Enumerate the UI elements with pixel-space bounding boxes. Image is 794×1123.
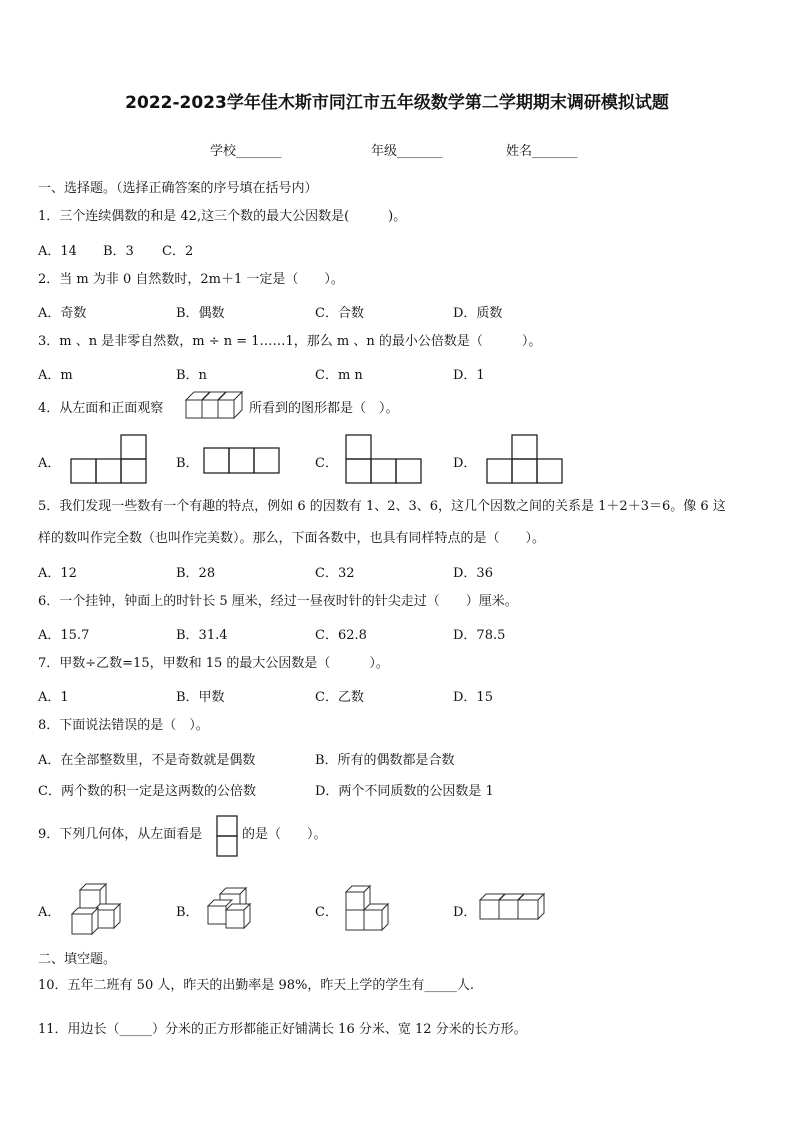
q4-option-d[interactable]: D． — [453, 456, 477, 471]
q4-cube-figure — [182, 388, 246, 422]
q2-option-c[interactable]: C．合数 — [315, 306, 364, 321]
q4-stem-start: 4．从左面和正面观察 — [38, 401, 164, 416]
q3-option-d[interactable]: D．1 — [453, 368, 485, 383]
q9-option-d-figure — [478, 892, 548, 922]
q9-option-d[interactable]: D． — [453, 905, 477, 920]
q9-stem-start: 9．下列几何体，从左面看是 — [38, 827, 203, 842]
q7-option-a[interactable]: A．1 — [38, 690, 69, 705]
q5-stem-line1: 5．我们发现一些数有一个有趣的特点，例如 6 的因数有 1、2、3、6，这几个因数之间的关系是 1＋2＋3＝6。像 6 这 — [38, 499, 726, 514]
q10-stem: 10．五年二班有 50 人，昨天的出勤率是 98%，昨天上学的学生有_____人. — [38, 978, 475, 993]
school-field: 学校_______ — [210, 144, 282, 159]
q3-stem: 3．m 、n 是非零自然数，m ÷ n = 1……1，那么 m 、n 的最小公倍数是（ ）。 — [38, 334, 542, 349]
page-title: 2022-2023学年佳木斯市同江市五年级数学第二学期期末调研模拟试题 — [125, 93, 669, 113]
q4-option-c-figure — [345, 434, 423, 484]
q2-stem: 2．当 m 为非 0 自然数时，2m＋1 一定是（ ）。 — [38, 272, 344, 287]
q3-option-c[interactable]: C．m n — [315, 368, 363, 383]
q4-option-b[interactable]: B． — [176, 456, 199, 471]
q3-option-b[interactable]: B．n — [176, 368, 207, 383]
q6-stem: 6．一个挂钟，钟面上的时针长 5 厘米，经过一昼夜时针的针尖走过（ ）厘米。 — [38, 594, 518, 609]
q7-option-c[interactable]: C．乙数 — [315, 690, 364, 705]
q5-option-a[interactable]: A．12 — [38, 566, 77, 581]
q3-option-a[interactable]: A．m — [38, 368, 73, 383]
q4-option-d-figure — [486, 434, 564, 484]
q5-option-c[interactable]: C．32 — [315, 566, 355, 581]
q4-option-a-figure — [70, 434, 150, 484]
q1-option-b[interactable]: B．3 — [103, 244, 134, 259]
q5-option-b[interactable]: B．28 — [176, 566, 216, 581]
q9-option-b[interactable]: B． — [176, 905, 199, 920]
q9-option-b-figure — [206, 888, 260, 930]
q11-stem: 11．用边长（_____）分米的正方形都能正好铺满长 16 分米、宽 12 分米的长方形。 — [38, 1022, 527, 1037]
q1-stem: 1．三个连续偶数的和是 42,这三个数的最大公因数是( )。 — [38, 209, 407, 224]
q4-option-a[interactable]: A． — [38, 456, 61, 471]
q9-left-view-figure — [216, 815, 238, 857]
q5-option-d[interactable]: D．36 — [453, 566, 493, 581]
q8-option-b[interactable]: B．所有的偶数都是合数 — [315, 753, 455, 768]
q8-option-a[interactable]: A．在全部整数里，不是奇数就是偶数 — [38, 753, 256, 768]
q1-option-c[interactable]: C．2 — [162, 244, 194, 259]
q7-option-b[interactable]: B．甲数 — [176, 690, 225, 705]
q9-stem-end: 的是（ ）。 — [242, 827, 327, 842]
q9-option-a-figure — [68, 882, 124, 936]
q4-option-b-figure — [203, 447, 281, 475]
q2-option-a[interactable]: A．奇数 — [38, 306, 87, 321]
q8-option-d[interactable]: D．两个不同质数的公因数是 1 — [315, 784, 494, 799]
q9-option-c[interactable]: C． — [315, 905, 338, 920]
q7-option-d[interactable]: D．15 — [453, 690, 493, 705]
grade-field: 年级_______ — [371, 144, 443, 159]
q8-stem: 8．下面说法错误的是（ ）。 — [38, 718, 209, 733]
section-2-heading: 二、填空题。 — [38, 952, 117, 967]
q7-stem: 7．甲数÷乙数=15，甲数和 15 的最大公因数是（ ）。 — [38, 656, 389, 671]
q8-option-c[interactable]: C．两个数的积一定是这两数的公倍数 — [38, 784, 256, 799]
q6-option-d[interactable]: D．78.5 — [453, 628, 506, 643]
q9-option-c-figure — [340, 884, 394, 936]
q1-option-a[interactable]: A．14 — [38, 244, 77, 259]
q9-option-a[interactable]: A． — [38, 905, 61, 920]
q4-option-c[interactable]: C． — [315, 456, 338, 471]
q2-option-b[interactable]: B．偶数 — [176, 306, 225, 321]
q2-option-d[interactable]: D．质数 — [453, 306, 503, 321]
q6-option-a[interactable]: A．15.7 — [38, 628, 90, 643]
q5-stem-line2: 样的数叫作完全数（也叫作完美数）。那么，下面各数中，也具有同样特点的是（ ）。 — [38, 531, 546, 546]
name-field: 姓名_______ — [506, 144, 578, 159]
q6-option-b[interactable]: B．31.4 — [176, 628, 228, 643]
section-1-heading: 一、选择题。（选择正确答案的序号填在括号内） — [38, 181, 318, 196]
q4-stem-end: 所看到的图形都是（ ）。 — [249, 401, 399, 416]
q6-option-c[interactable]: C．62.8 — [315, 628, 367, 643]
